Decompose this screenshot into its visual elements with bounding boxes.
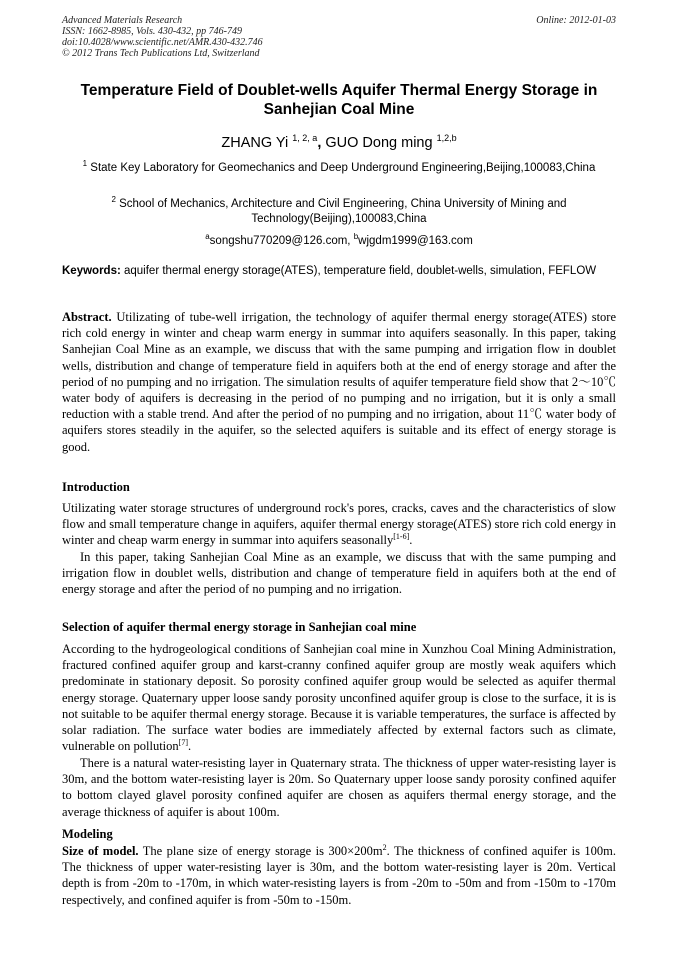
selection-p1-ref: [7] <box>178 738 188 748</box>
intro-p1-text: Utilizating water storage structures of underground rock's pores, cracks, caves and the characteristics of slow flow and small temperature change in aquifers, aquifer thermal energy storage(ATES) store rich cold energy in winter and cheap warm energy in summar into aquifers seasonally <box>62 501 616 548</box>
modeling-text-b: . The thickness of confined aquifer is 100m. The thickness of upper water-resisting layer is 30m, and the bottom water-resisting layer is 20m. Vertical depth is from -20m to -170m, in which water-resisting layers is from -20m to -50m and from -150m to -170m respectively, and confined aquifer is from -50m to -150m. <box>62 844 617 907</box>
email-b: wjgdm1999@163.com <box>358 234 473 247</box>
modeling-label: Size of model. <box>62 844 139 858</box>
journal-name: Advanced Materials Research <box>62 15 183 26</box>
affiliation-2-text: School of Mechanics, Architecture and Civil Engineering, China University of Mining and Technology(Beijing),100083,China <box>119 197 567 225</box>
introduction-heading: Introduction <box>62 480 130 494</box>
author-line <box>62 129 616 152</box>
affiliation-2-sup: 2 <box>111 195 116 204</box>
author-1-sup: 1, 2, a <box>292 133 318 143</box>
keywords-label: Keywords: <box>62 265 121 277</box>
intro-p1-end: . <box>409 533 413 548</box>
selection-paragraph-2: There is a natural water-resisting layer in Quaternary strata. The thickness of upper water-resisting layer is 30m, and the bottom water-resisting layer is 20m. So Quaternary upper loose sandy porosity confined aquifer to bottom clayed glavel porosity confined aquifer are chosen as aquifers thermal energy storage, and the average thickness of aquifer is about 100m. <box>62 756 616 819</box>
issn-line: ISSN: 1662-8985, Vols. 430-432, pp 746-749 <box>62 26 242 37</box>
affiliation-2 <box>62 192 616 227</box>
introduction-paragraph-2: In this paper, taking Sanhejian Coal Mine as an example, we discuss that with the same pumping and irrigation flow in doublet wells, distribution and change of temperature field in aquifers both at the end of energy storage and after the period of no pumping and no irrigation. <box>62 550 616 597</box>
author-separator: , <box>317 134 322 151</box>
copyright-line: © 2012 Trans Tech Publications Ltd, Switzerland <box>62 48 260 59</box>
affiliation-1-sup: 1 <box>82 159 88 168</box>
modeling-paragraph <box>62 843 616 908</box>
keywords <box>62 264 616 279</box>
selection-paragraph-1 <box>62 641 616 754</box>
email-line <box>62 229 616 249</box>
intro-p1-ref: [1-6] <box>393 532 410 542</box>
abstract-label: Abstract. <box>62 310 112 324</box>
author-2-name: GUO Dong ming <box>325 134 433 151</box>
doi-line: doi:10.4028/www.scientific.net/AMR.430-432.746 <box>62 37 263 48</box>
modeling-sup: 2 <box>382 842 387 852</box>
journal-header <box>62 15 616 59</box>
email-a-sup: a <box>205 232 210 241</box>
abstract <box>62 309 616 455</box>
online-date: Online: 2012-01-03 <box>536 15 616 26</box>
selection-p1-text: According to the hydrogeological conditions of Sanhejian coal mine in Xunzhou Coal Mining Administration, fractured confined aquifer group and karst-cranny confined aquifer group are mostly weak aquifers which predominate in stationary deposit. So porosity confined aquifer group would be selected as aquifer thermal energy storage. Quaternary upper loose sandy porosity unconfined aquifer group is close to the surface, it is is not suitable to be aquifer thermal energy storage. Because it is variable temperatures, the surface is affected by solar radiation. The surface water bodies are immediately affected by external factors such as climate, vulnerable on pollution <box>62 642 616 754</box>
selection-p1-end: . <box>187 739 192 754</box>
author-1-name: ZHANG Yi <box>221 134 289 151</box>
email-a: songshu770209@126.com, <box>209 234 351 247</box>
modeling-heading: Modeling <box>62 827 113 841</box>
modeling-text-a: The plane size of energy storage is 300×200m <box>142 844 383 858</box>
abstract-text: Utilizating of tube-well irrigation, the technology of aquifer thermal energy storage(ATES) store rich cold energy in winter and cheap warm energy in summar into aquifers seasonally. In this paper, taking Sanhejian Coal Mine as an example, we discuss that with the same pumping and irrigation flow in doublet wells, distribution and change of temperature field in aquifers both at the end of energy storage and after the period of no pumping and no irrigation. The simulation results of aquifer temperature field show that 2～10℃ water body of aquifers is decreasing in the period of no pumping and no irrigation, but it is only a small reduction with a stable trend. And after the period of no pumping and no irrigation, about 11℃ water body of aquifers stores steadily in the aquifer, so the selected aquifers is suitable and its effect of energy storage is good. <box>62 310 617 454</box>
keywords-text: aquifer thermal energy storage(ATES), temperature field, doublet-wells, simulation, FEFLOW <box>124 265 597 277</box>
affiliation-1-text: State Key Laboratory for Geomechanics and Deep Underground Engineering,Beijing,100083,China <box>90 161 596 174</box>
author-2-sup: 1,2,b <box>436 133 457 143</box>
affiliation-1 <box>62 156 616 176</box>
introduction-paragraph-1 <box>62 500 616 549</box>
email-b-sup: b <box>353 232 359 241</box>
selection-heading: Selection of aquifer thermal energy storage in Sanhejian coal mine <box>62 620 417 634</box>
paper-title: Temperature Field of Doublet-wells Aquifer Thermal Energy Storage in Sanhejian Coal Mine <box>80 82 598 118</box>
